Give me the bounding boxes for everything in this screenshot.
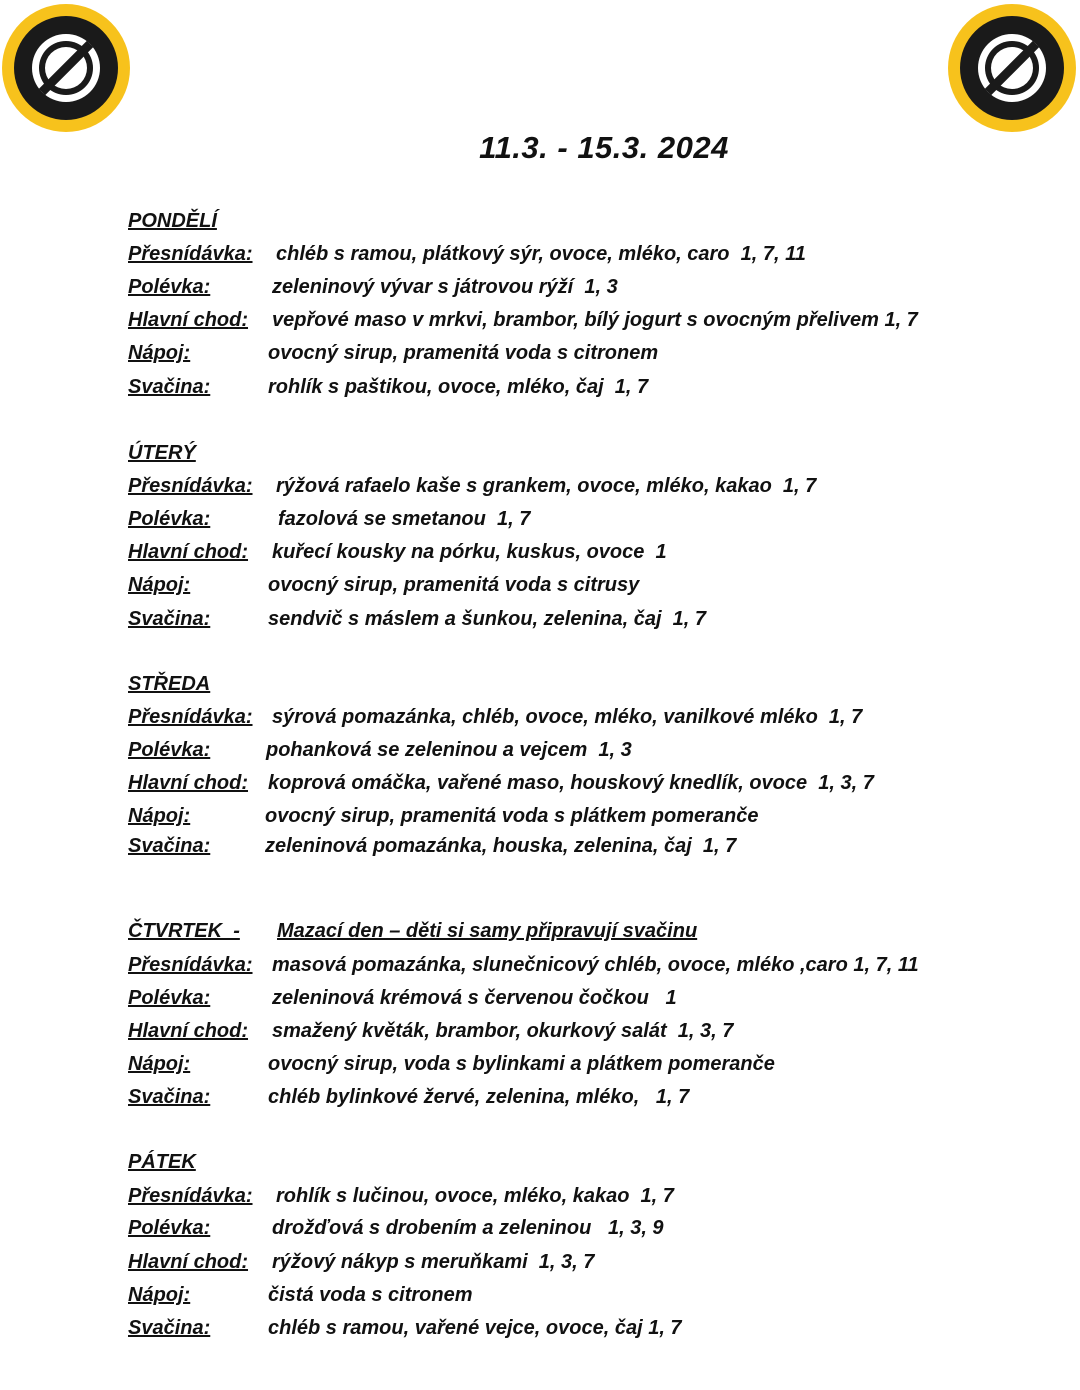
row-value: fazolová se smetanou 1, 7	[278, 508, 531, 530]
row-value: masová pomazánka, slunečnicový chléb, ovoce, mléko ,caro 1, 7, 11	[272, 954, 919, 976]
row-value: rohlík s lučinou, ovoce, mléko, kakao 1, 7	[276, 1185, 674, 1207]
page-title: 11.3. - 15.3. 2024	[479, 130, 729, 165]
row-value: rýžová rafaelo kaše s grankem, ovoce, mléko, kakao 1, 7	[276, 475, 817, 497]
row-label: Svačina:	[128, 608, 211, 630]
row-value: čistá voda s citronem	[268, 1284, 473, 1306]
day-heading-friday: PÁTEK	[128, 1151, 196, 1173]
row-label: Přesnídávka:	[128, 706, 253, 728]
row-value: zeleninový vývar s játrovou rýží 1, 3	[272, 276, 618, 298]
row-label: Hlavní chod:	[128, 1251, 249, 1273]
pdf-xchange-badge-icon	[946, 2, 1078, 134]
row-value: ovocný sirup, voda s bylinkami a plátkem pomeranče	[268, 1053, 775, 1075]
row-value: drožďová s drobením a zeleninou 1, 3, 9	[272, 1217, 664, 1239]
row-label: Nápoj:	[128, 1284, 191, 1306]
row-label: Hlavní chod:	[128, 541, 249, 563]
day-note: Mazací den – děti si samy připravují svačinu	[277, 920, 698, 942]
row-value: smažený květák, brambor, okurkový salát 1, 3, 7	[272, 1020, 734, 1042]
row-label: Hlavní chod:	[128, 309, 249, 331]
day-heading-wednesday: STŘEDA	[128, 673, 211, 695]
row-value: rohlík s paštikou, ovoce, mléko, čaj 1, 7	[268, 376, 649, 398]
day-heading-monday: PONDĚLÍ	[128, 210, 217, 232]
row-label: Svačina:	[128, 835, 211, 857]
row-value: sýrová pomazánka, chléb, ovoce, mléko, vanilkové mléko 1, 7	[272, 706, 863, 728]
row-value: koprová omáčka, vařené maso, houskový knedlík, ovoce 1, 3, 7	[268, 772, 874, 794]
day-heading-thursday: ČTVRTEK -	[128, 920, 240, 942]
row-value: pohanková se zeleninou a vejcem 1, 3	[266, 739, 632, 761]
row-value: ovocný sirup, pramenitá voda s citronem	[268, 342, 659, 364]
row-label: Svačina:	[128, 1086, 211, 1108]
row-label: Polévka:	[128, 508, 211, 530]
row-label: Nápoj:	[128, 1053, 191, 1075]
row-value: chléb bylinkové žervé, zelenina, mléko, 1, 7	[268, 1086, 690, 1108]
row-value: rýžový nákyp s meruňkami 1, 3, 7	[272, 1251, 595, 1273]
row-label: Hlavní chod:	[128, 772, 249, 794]
row-label: Polévka:	[128, 987, 211, 1009]
row-label: Polévka:	[128, 276, 211, 298]
row-label: Nápoj:	[128, 574, 191, 596]
row-value: zeleninová pomazánka, houska, zelenina, čaj 1, 7	[265, 835, 737, 857]
row-label: Přesnídávka:	[128, 475, 253, 497]
row-label: Nápoj:	[128, 342, 191, 364]
row-value: chléb s ramou, plátkový sýr, ovoce, mléko, caro 1, 7, 11	[276, 243, 806, 265]
row-value: ovocný sirup, pramenitá voda s plátkem pomeranče	[265, 805, 759, 827]
row-label: Přesnídávka:	[128, 954, 253, 976]
row-label: Přesnídávka:	[128, 243, 253, 265]
row-label: Hlavní chod:	[128, 1020, 249, 1042]
row-label: Polévka:	[128, 1217, 211, 1239]
day-heading-tuesday: ÚTERÝ	[128, 442, 196, 464]
row-label: Přesnídávka:	[128, 1185, 253, 1207]
pdf-xchange-badge-icon	[0, 2, 132, 134]
row-label: Svačina:	[128, 376, 211, 398]
row-value: ovocný sirup, pramenitá voda s citrusy	[268, 574, 640, 596]
row-value: chléb s ramou, vařené vejce, ovoce, čaj 1, 7	[268, 1317, 682, 1339]
row-value: sendvič s máslem a šunkou, zelenina, čaj 1, 7	[268, 608, 706, 630]
row-value: zeleninová krémová s červenou čočkou 1	[272, 987, 677, 1009]
row-label: Nápoj:	[128, 805, 191, 827]
row-value: kuřecí kousky na pórku, kuskus, ovoce 1	[272, 541, 667, 563]
row-label: Svačina:	[128, 1317, 211, 1339]
row-value: vepřové maso v mrkvi, brambor, bílý jogurt s ovocným přelivem 1, 7	[272, 309, 918, 331]
row-label: Polévka:	[128, 739, 211, 761]
